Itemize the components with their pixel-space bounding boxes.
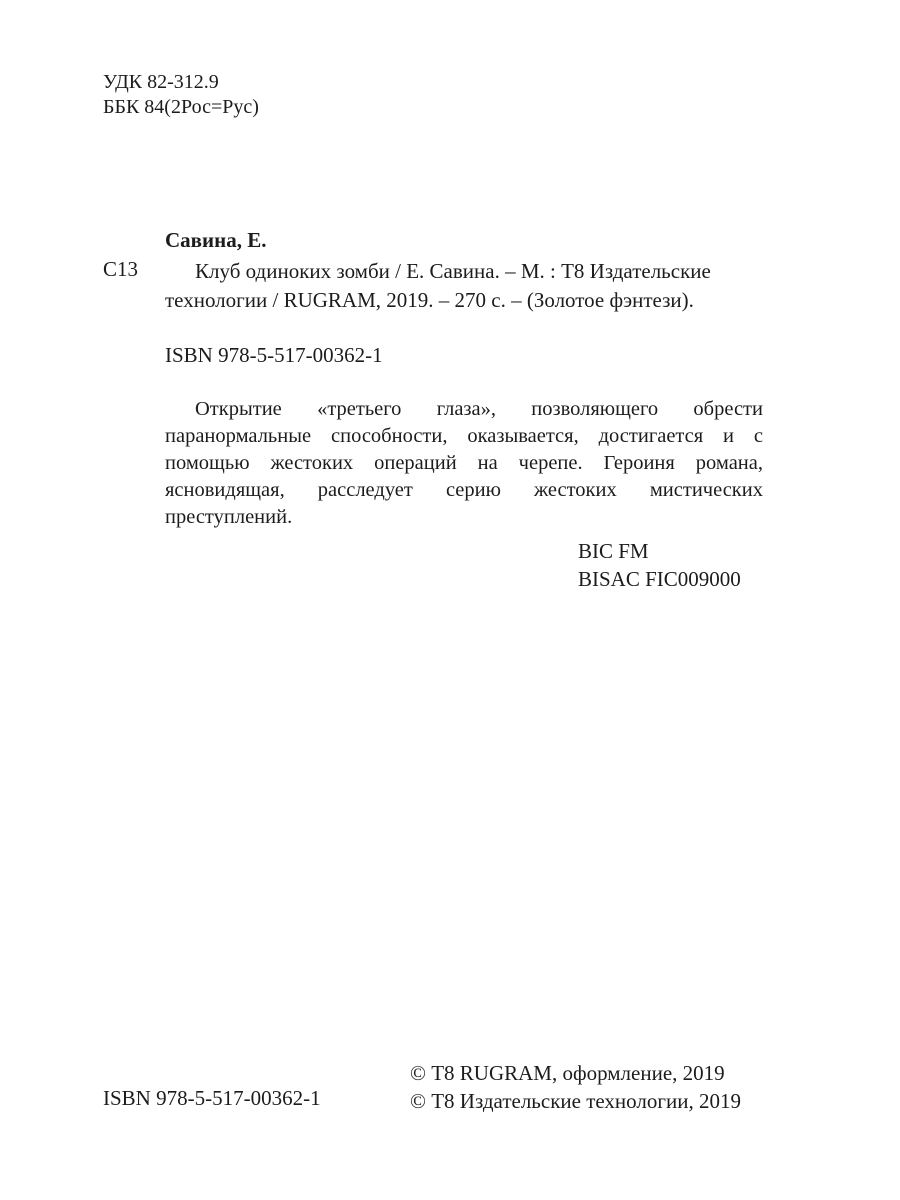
isbn-main: ISBN 978-5-517-00362-1 xyxy=(165,343,383,367)
classification-block xyxy=(103,70,259,120)
bibliographic-description xyxy=(165,257,763,315)
copyright-design: © Т8 RUGRAM, оформление, 2019 xyxy=(410,1061,725,1085)
subject-codes xyxy=(578,537,741,593)
bic-code: BIC FM xyxy=(578,539,649,563)
bibliographic-line-1: Клуб одиноких зомби / Е. Савина. – М. : Т8 Издательские xyxy=(195,259,711,283)
copyright-publisher: © Т8 Издательские технологии, 2019 xyxy=(410,1089,741,1113)
annotation-text: Открытие «третьего глаза», позволяющего обрести паранормальные способности, оказывается, достигается и с помощью жестоких операций на черепе. Героиня романа, ясновидящая, расследует серию жестоких мистических преступлений. xyxy=(165,398,763,528)
udk-code: УДК 82-312.9 xyxy=(103,71,219,93)
bisac-code: BISAC FIC009000 xyxy=(578,567,741,591)
copyright-block xyxy=(410,1059,741,1115)
author-heading: Савина, Е. xyxy=(165,228,267,252)
author-code: С13 xyxy=(103,257,139,281)
isbn-footer: ISBN 978-5-517-00362-1 xyxy=(103,1086,321,1110)
bbk-code: ББК 84(2Рос=Рус) xyxy=(103,96,259,118)
bibliographic-line-2: технологии / RUGRAM, 2019. – 270 с. – (Золотое фэнтези). xyxy=(165,288,694,312)
